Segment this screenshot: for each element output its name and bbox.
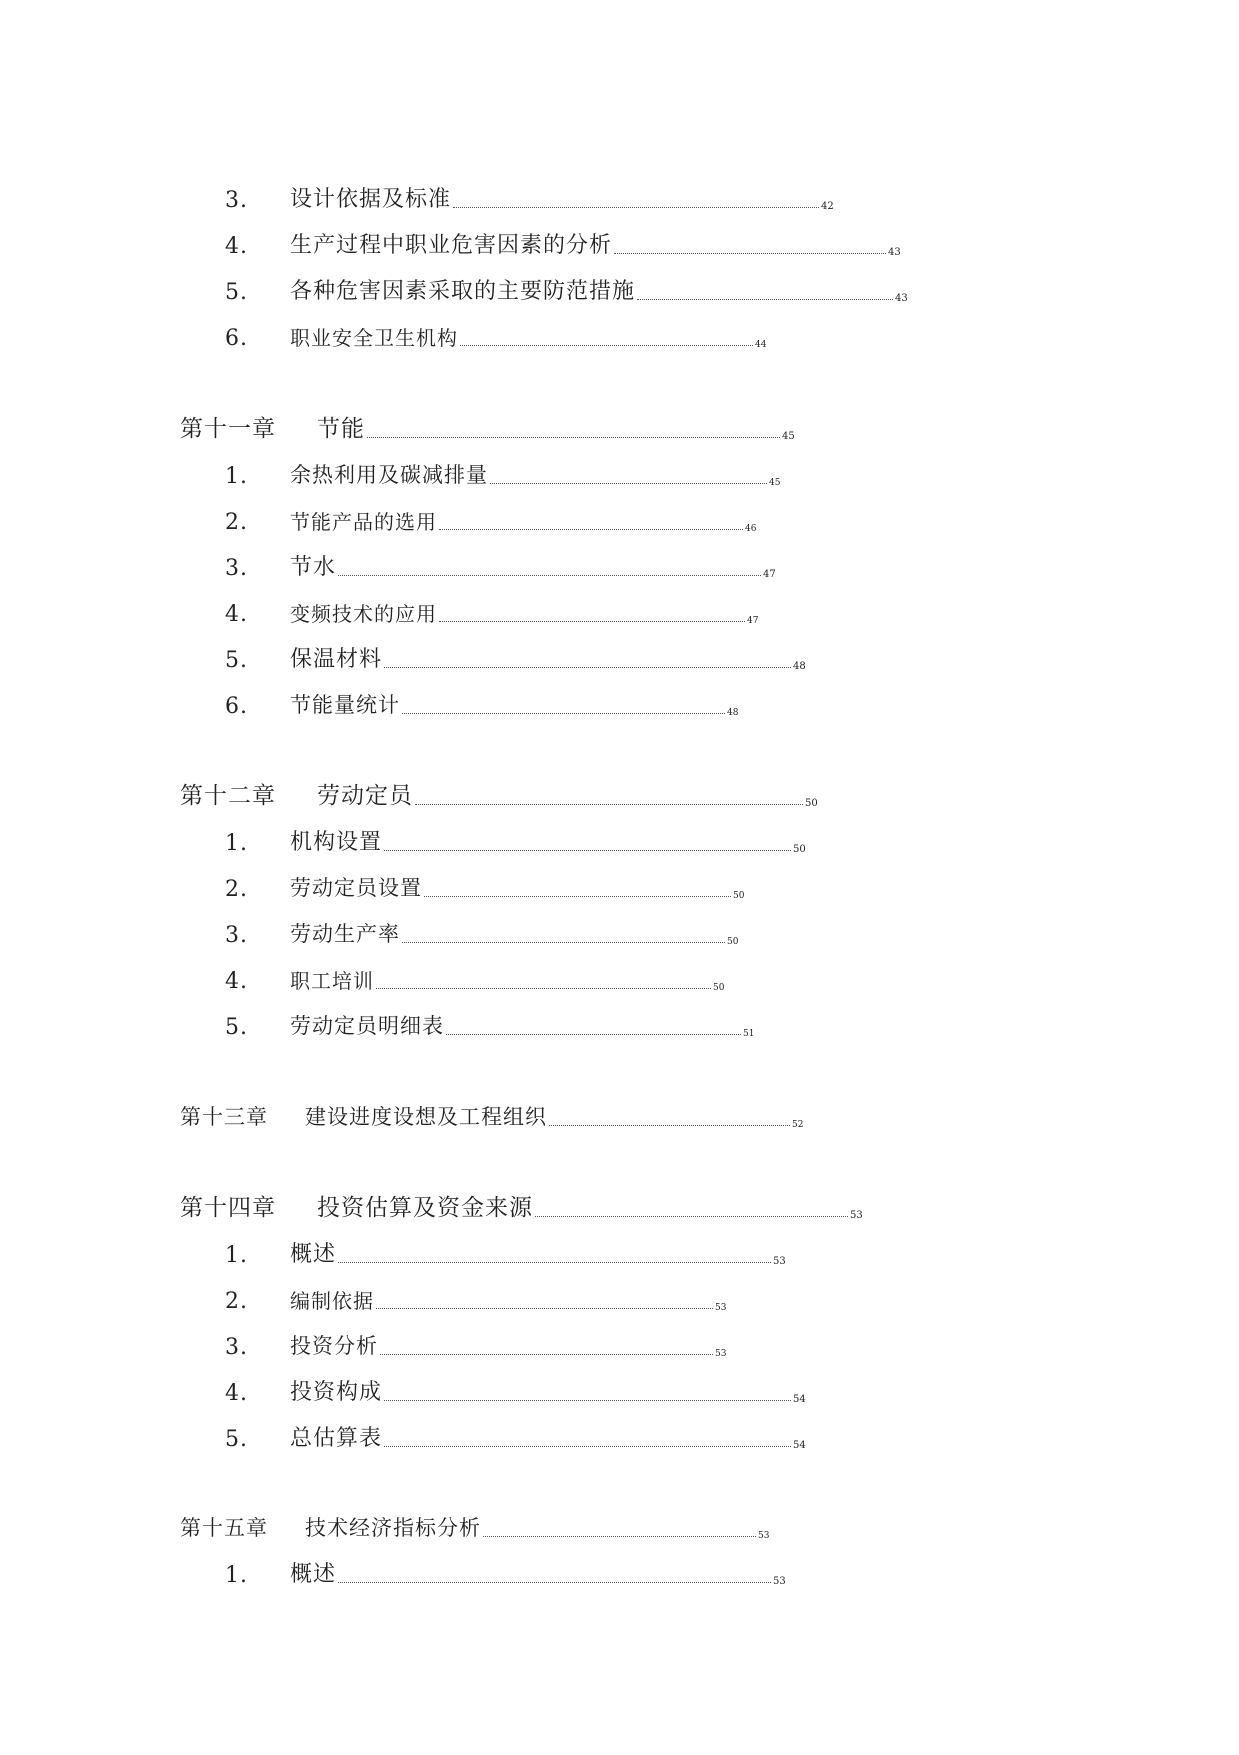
page-number: 52 bbox=[792, 1120, 804, 1130]
entry-title: 设计依据及标准 bbox=[290, 187, 452, 212]
toc-entry[interactable] bbox=[225, 599, 765, 631]
dot-leader bbox=[535, 1216, 848, 1217]
page-number: 43 bbox=[895, 293, 908, 304]
chapter-number: 第十三章 bbox=[180, 1105, 268, 1129]
entry-title: 生产过程中职业危害因素的分析 bbox=[290, 233, 613, 258]
page-number: 53 bbox=[773, 1256, 786, 1267]
toc-entry[interactable] bbox=[225, 553, 785, 585]
page-number: 48 bbox=[793, 661, 806, 672]
entry-number: 1. bbox=[225, 1563, 248, 1588]
page-number: 53 bbox=[850, 1210, 863, 1221]
toc-entry[interactable] bbox=[225, 920, 745, 952]
chapter-title: 建设进度设想及工程组织 bbox=[305, 1105, 547, 1129]
entry-number: 4. bbox=[225, 602, 248, 627]
entry-number: 4. bbox=[225, 234, 248, 259]
page-number: 45 bbox=[782, 431, 795, 442]
page-number: 50 bbox=[805, 798, 818, 809]
chapter-number: 第十五章 bbox=[180, 1516, 268, 1540]
entry-title: 职业安全卫生机构 bbox=[290, 326, 458, 350]
toc-chapter[interactable] bbox=[180, 1194, 870, 1226]
dot-leader bbox=[637, 299, 893, 300]
dot-leader bbox=[460, 345, 753, 346]
toc-chapter[interactable] bbox=[180, 1514, 780, 1546]
page-number: 43 bbox=[888, 247, 901, 258]
entry-title: 编制依据 bbox=[290, 1289, 374, 1313]
entry-title: 节水 bbox=[290, 555, 337, 580]
chapter-title: 投资估算及资金来源 bbox=[317, 1195, 533, 1221]
page-number: 50 bbox=[727, 937, 739, 947]
dot-leader bbox=[402, 713, 725, 714]
chapter-number: 第十四章 bbox=[180, 1195, 276, 1221]
entry-number: 1. bbox=[225, 464, 248, 489]
toc-entry[interactable] bbox=[225, 461, 785, 493]
entry-title: 劳动定员明细表 bbox=[290, 1014, 444, 1038]
toc-entry[interactable] bbox=[225, 645, 815, 677]
entry-number: 2. bbox=[225, 510, 248, 535]
toc-entry[interactable] bbox=[225, 966, 735, 998]
chapter-number: 第十一章 bbox=[180, 416, 276, 442]
entry-title: 机构设置 bbox=[290, 830, 383, 855]
entry-title: 节能产品的选用 bbox=[290, 510, 437, 534]
entry-title: 劳动定员设置 bbox=[290, 876, 422, 900]
entry-title: 余热利用及碳减排量 bbox=[290, 463, 488, 487]
page-number: 45 bbox=[769, 478, 781, 488]
page-number: 54 bbox=[793, 1394, 806, 1405]
entry-number: 6. bbox=[225, 326, 248, 351]
toc-chapter[interactable] bbox=[180, 1103, 804, 1135]
toc-entry[interactable] bbox=[225, 1012, 765, 1044]
page-number: 50 bbox=[713, 983, 725, 993]
toc-entry[interactable] bbox=[225, 1378, 815, 1410]
dot-leader bbox=[384, 667, 791, 668]
entry-number: 5. bbox=[225, 280, 248, 305]
page-number: 53 bbox=[758, 1531, 770, 1541]
chapter-title: 劳动定员 bbox=[317, 783, 413, 809]
page-number: 51 bbox=[743, 1029, 755, 1039]
entry-title: 投资分析 bbox=[290, 1334, 378, 1358]
toc-entry[interactable] bbox=[225, 323, 785, 355]
entry-number: 4. bbox=[225, 1381, 248, 1406]
page-number: 54 bbox=[793, 1440, 806, 1451]
chapter-number: 第十二章 bbox=[180, 783, 276, 809]
dot-leader bbox=[384, 1400, 791, 1401]
toc-chapter[interactable] bbox=[180, 415, 800, 447]
entry-title: 职工培训 bbox=[290, 969, 374, 993]
chapter-title: 技术经济指标分析 bbox=[305, 1516, 481, 1540]
toc-entry[interactable] bbox=[225, 874, 745, 906]
toc-entry[interactable] bbox=[225, 231, 905, 263]
toc-entry[interactable] bbox=[225, 1286, 735, 1318]
entry-number: 4. bbox=[225, 969, 248, 994]
page-number: 46 bbox=[745, 524, 757, 534]
dot-leader bbox=[376, 988, 711, 989]
dot-leader bbox=[483, 1536, 756, 1537]
dot-leader bbox=[338, 575, 761, 576]
entry-number: 2. bbox=[225, 877, 248, 902]
entry-number: 1. bbox=[225, 831, 248, 856]
toc-entry[interactable] bbox=[225, 828, 815, 860]
entry-title: 各种危害因素采取的主要防范措施 bbox=[290, 279, 636, 304]
dot-leader bbox=[384, 850, 791, 851]
toc-entry[interactable] bbox=[225, 507, 765, 539]
toc-chapter[interactable] bbox=[180, 782, 830, 814]
entry-number: 3. bbox=[225, 188, 248, 213]
toc-entry[interactable] bbox=[225, 277, 915, 309]
entry-title: 概述 bbox=[290, 1242, 337, 1267]
toc-entry[interactable] bbox=[225, 1240, 805, 1272]
page-number: 50 bbox=[793, 844, 806, 855]
dot-leader bbox=[338, 1582, 771, 1583]
entry-number: 6. bbox=[225, 694, 248, 719]
dot-leader bbox=[453, 207, 819, 208]
page-number: 42 bbox=[821, 201, 834, 212]
dot-leader bbox=[439, 621, 745, 622]
dot-leader bbox=[402, 942, 725, 943]
toc-entry[interactable] bbox=[225, 691, 745, 723]
page-number: 53 bbox=[715, 1349, 727, 1359]
entry-title: 投资构成 bbox=[290, 1380, 383, 1405]
entry-number: 5. bbox=[225, 648, 248, 673]
page-number: 53 bbox=[773, 1576, 786, 1587]
toc-entry[interactable] bbox=[225, 1560, 805, 1592]
dot-leader bbox=[446, 1034, 741, 1035]
entry-title: 总估算表 bbox=[290, 1426, 383, 1451]
entry-title: 保温材料 bbox=[290, 647, 383, 672]
dot-leader bbox=[614, 253, 886, 254]
entry-number: 3. bbox=[225, 1335, 248, 1360]
page-number: 47 bbox=[763, 569, 776, 580]
entry-number: 5. bbox=[225, 1427, 248, 1452]
dot-leader bbox=[384, 1446, 791, 1447]
entry-title: 变频技术的应用 bbox=[290, 602, 437, 626]
entry-title: 概述 bbox=[290, 1562, 337, 1587]
toc-entry[interactable] bbox=[225, 1424, 815, 1456]
page-number: 44 bbox=[755, 340, 767, 350]
dot-leader bbox=[376, 1308, 713, 1309]
chapter-title: 节能 bbox=[317, 416, 365, 442]
dot-leader bbox=[439, 529, 743, 530]
page-number: 48 bbox=[727, 708, 739, 718]
entry-number: 3. bbox=[225, 923, 248, 948]
dot-leader bbox=[490, 483, 767, 484]
dot-leader bbox=[338, 1262, 771, 1263]
entry-title: 节能量统计 bbox=[290, 693, 400, 717]
entry-title: 劳动生产率 bbox=[290, 922, 400, 946]
dot-leader bbox=[424, 896, 731, 897]
dot-leader bbox=[367, 437, 780, 438]
entry-number: 5. bbox=[225, 1015, 248, 1040]
dot-leader bbox=[549, 1125, 790, 1126]
page-number: 53 bbox=[715, 1303, 727, 1313]
entry-number: 3. bbox=[225, 556, 248, 581]
entry-number: 1. bbox=[225, 1243, 248, 1268]
entry-number: 2. bbox=[225, 1289, 248, 1314]
dot-leader bbox=[415, 804, 803, 805]
toc-entry[interactable] bbox=[225, 1332, 735, 1364]
page-number: 50 bbox=[733, 891, 745, 901]
page-number: 47 bbox=[747, 616, 759, 626]
dot-leader bbox=[380, 1354, 713, 1355]
toc-entry[interactable] bbox=[225, 185, 845, 217]
